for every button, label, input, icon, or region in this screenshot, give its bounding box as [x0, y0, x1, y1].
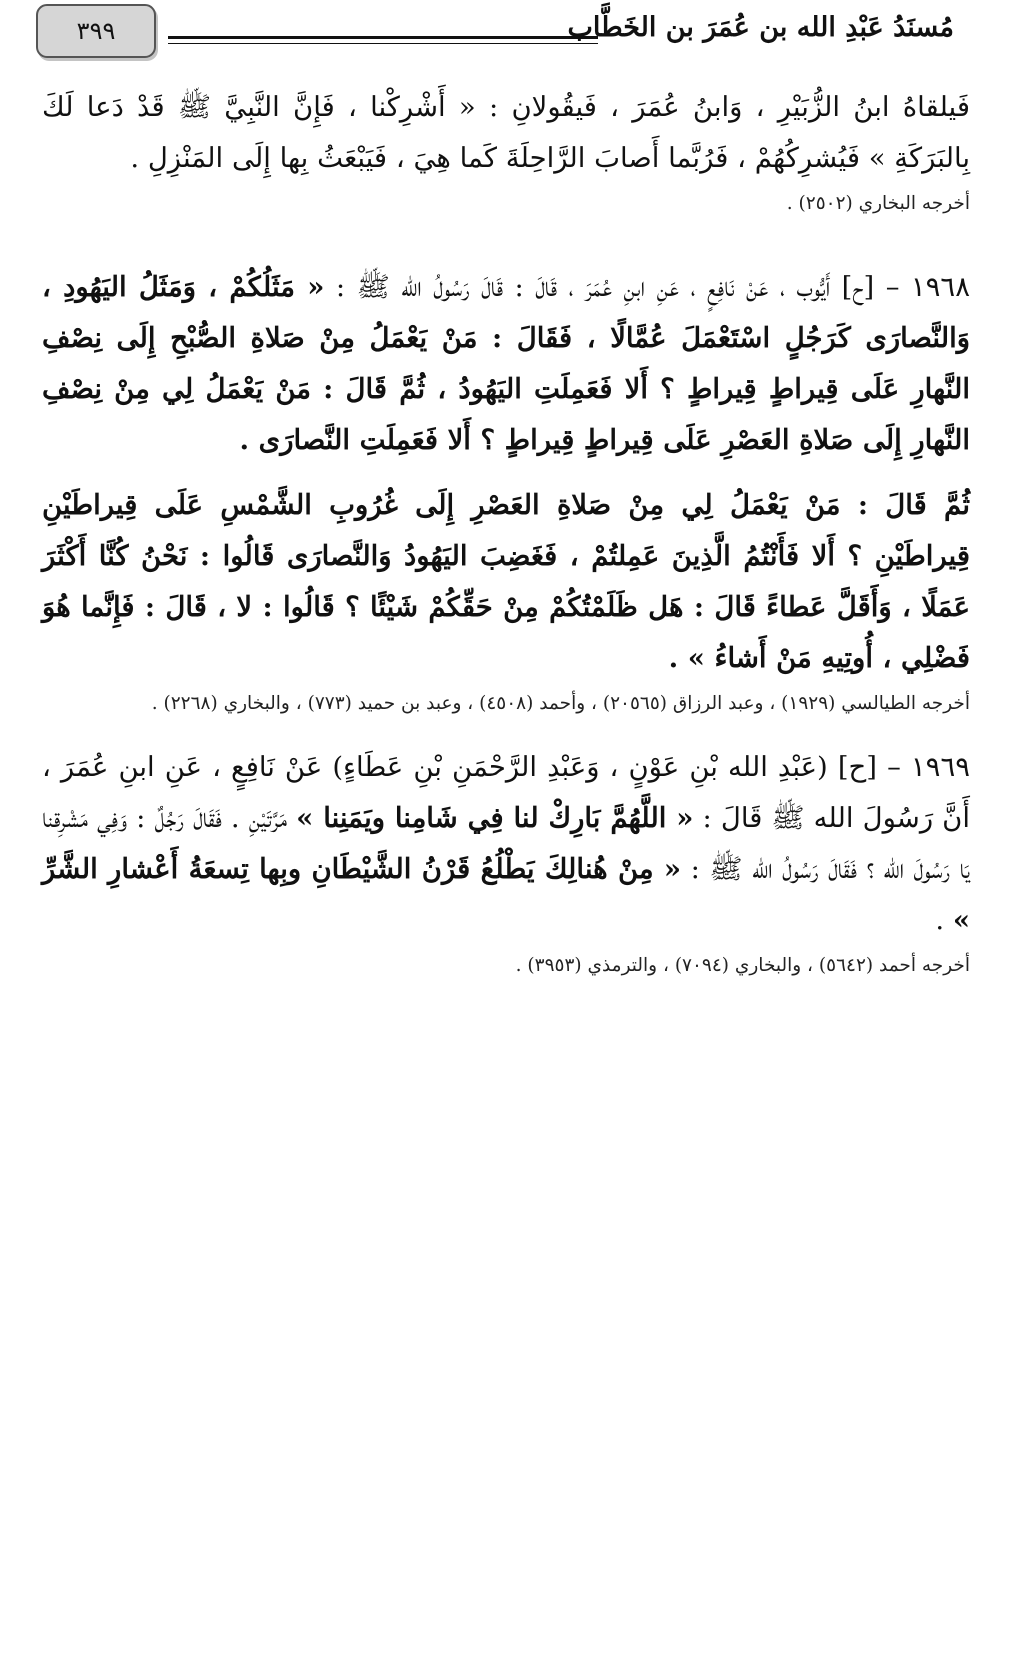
header-rule-thin — [168, 43, 598, 44]
running-title: مُسنَدُ عَبْدِ الله بن عُمَرَ بن الخَطَّاب — [567, 12, 954, 43]
hadith-number: ١٩٦٩ – — [887, 751, 970, 783]
hadith-isnad: [ح] أَيُّوب ، عَنْ نَافِعٍ ، عَنِ ابنِ عُمَرَ ، قَالَ : قَالَ رَسُولُ الله ﷺ : — [335, 271, 875, 303]
hadith-1968-continued — [42, 480, 970, 684]
hadith-1969 — [42, 742, 970, 946]
hadith-matn: « مَثَلُكُمْ ، وَمَثَلُ اليَهُودِ ، وَالنَّصارَى كَرَجُلٍ اسْتَعْمَلَ عُمَّالًا ، فَقَالَ : مَنْ يَعْمَلُ مِنْ صَلاةِ الصُّبْحِ إِلَى نِصْفِ النَّهارِ عَلَى قِيراطٍ قِيراطٍ ؟ أَلا فَعَمِلَتِ اليَهُودُ ، ثُمَّ قَالَ : مَنْ يَعْمَلُ لِي مِنْ نِصْفِ النَّهارِ إِلَى صَلاةِ العَصْرِ عَلَى قِيراطٍ قِيراطٍ ؟ أَلا فَعَمِلَتِ النَّصارَى . — [42, 271, 970, 456]
citation-footnote: أخرجه الطيالسي (١٩٢٩) ، وعبد الرزاق (٢٠٥٦٥) ، وأحمد (٤٥٠٨) ، وعبد بن حميد (٧٧٣) ، والبخاري (٢٢٦٨) . — [151, 693, 970, 714]
hadith-narration: مَرَّتَيْنِ . فَقَالَ رَجُلٌ : وَفِي مَشْرِقنا يَا رَسُولَ الله ؟ فَقَالَ رَسُولُ الله ﷺ : — [42, 802, 970, 885]
continuation-paragraph — [42, 82, 970, 184]
citation-footnote: أخرجه البخاري (٢٥٠٢) . — [786, 193, 970, 214]
hadith-end: . — [935, 904, 953, 936]
hadith-matn-continued: ثُمَّ قَالَ : مَنْ يَعْمَلُ لِي مِنْ صَلاةِ العَصْرِ إِلَى غُرُوبِ الشَّمْسِ عَلَى قِيراطَيْنِ قِيراطَيْنِ ؟ أَلا فَأَنْتُمُ الَّذِينَ عَمِلتُمْ ، فَغَضِبَ اليَهُودُ وَالنَّصارَى قَالُوا : نَحْنُ كُنَّا أَكْثَرَ عَمَلًا ، وَأَقَلَّ عَطاءً قَالَ : هَل ظَلَمْتُكُمْ مِنْ حَقِّكُمْ شَيْئًا ؟ قَالُوا : لا ، قَالَ : فَإِنَّما هُوَ فَضْلِي ، أُوتِيهِ مَنْ أَشاءُ » . — [42, 489, 970, 674]
hadith-matn-second: « مِنْ هُنالِكَ يَطْلُعُ قَرْنُ الشَّيْطَانِ وبِها تِسعَةُ أَعْشارِ الشَّرِّ » — [42, 853, 970, 936]
hadith-isnad: [ح] (عَبْدِ الله بْنِ عَوْنٍ ، وَعَبْدِ الرَّحْمَنِ بْنِ عَطَاءٍ) عَنْ نَافِعٍ ، عَنِ ابنِ عُمَرَ ، أَنَّ رَسُولَ الله ﷺ قَالَ : — [42, 751, 970, 834]
citation-footnote: أخرجه أحمد (٥٦٤٢) ، والبخاري (٧٠٩٤) ، والترمذي (٣٩٥٣) . — [515, 955, 970, 976]
page-body — [42, 82, 970, 986]
page-number: ٣٩٩ — [76, 17, 116, 45]
hadith-matn: « اللَّهُمَّ بَارِكْ لنا فِي شَامِنا ويَمَنِنا » — [296, 802, 694, 834]
page-number-tab — [36, 4, 156, 58]
header-rule — [168, 36, 598, 39]
page-header — [36, 4, 954, 64]
hadith-1968 — [42, 262, 970, 466]
paragraph-text: فَيلقاهُ ابنُ الزُّبَيْرِ ، وَابنُ عُمَرَ ، فَيقُولانِ : « أَشْرِكْنا ، فَإِنَّ النَّبِيَّ ﷺ قَدْ دَعا لَكَ بِالبَرَكَةِ » فَيُشرِكُهُمْ ، فَرُبَّما أَصابَ الرَّاحِلَةَ كَما هِيَ ، فَيَبْعَثُ بِها إِلَى المَنْزِلِ . — [42, 91, 970, 174]
hadith-number: ١٩٦٨ – — [885, 271, 970, 303]
